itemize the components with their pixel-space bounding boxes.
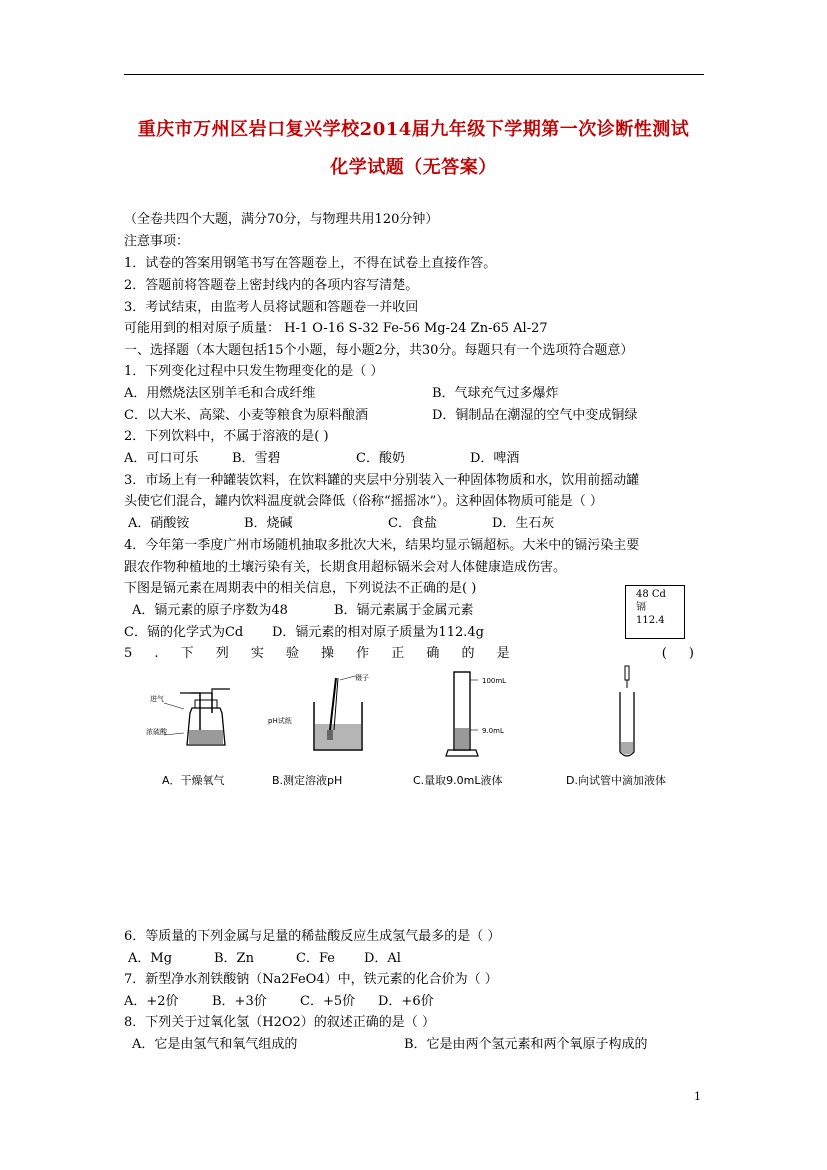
section1-heading: 一、选择题（本大题包括15个小题，每小题2分，共30分。每题只有一个选项符合题意） [124,343,634,358]
q3-option-d: D．生石灰 [492,516,555,531]
page-number: 1 [694,1090,701,1103]
atomic-masses: 可能用到的相对原子质量： H-1 O-16 S-32 Fe-56 Mg-24 Zn-65 Al-27 [124,321,548,336]
q8-stem: 8．下列关于过氧化氢（H2O2）的叙述正确的是（ ） [124,1015,435,1030]
q1-option-c: C．以大米、高粱、小麦等粮食为原料酿酒 [124,408,368,423]
q5-stem-char: . [154,646,159,661]
q5-stem-char: 操 [321,646,335,661]
exam-info: （全卷共四个大题，满分70分，与物理共用120分钟） [124,212,439,227]
label-conc-acid: 浓硫酸 [146,728,167,736]
q5-stem-char: 确 [426,646,440,661]
note-3: 3．考试结束，由监考人员将试题和答题卷一并收回 [124,300,419,315]
q4-stem-3: 下图是镉元素在周期表中的相关信息，下列说法不正确的是( ) [124,581,477,596]
cell-element-name: 镉 [636,602,646,613]
apparatus-a-drying-bottle [150,685,245,755]
q5-stem-char: 5 [124,646,133,661]
q2-option-c: C．酸奶 [356,451,405,466]
label-100ml: 100mL [482,677,507,685]
caption-d: D.向试管中滴加液体 [566,774,666,787]
caption-a: A．干燥氧气 [162,774,225,787]
q3-option-b: B．烧碱 [244,516,293,531]
q7-option-b: B．+3价 [212,994,267,1009]
caption-b: B.测定溶液pH [272,774,343,787]
apparatus-b-beaker [300,672,380,757]
q3-stem-1: 3．市场上有一种罐装饮料，在饮料罐的夹层中分别装入一种固体物质和水，饮用前摇动罐 [124,473,640,488]
note-2: 2．答题前将答题卷上密封线内的各项内容写清楚。 [124,278,419,293]
q3-option-a: A．硝酸铵 [128,516,190,531]
q2-option-a: A．可口可乐 [124,451,199,466]
q1-option-b: B．气球充气过多爆炸 [432,386,559,401]
q4-option-d: D．镉元素的相对原子质量为112.4g [272,625,484,640]
notes-heading: 注意事项： [124,234,190,249]
q5-stem-char: 的 [461,646,475,661]
periodic-table-cell [625,585,685,639]
q5-stem-char: 正 [391,646,405,661]
q4-option-a: A．镉元素的原子序数为48 [132,603,288,618]
exam-title-line2: 化学试题（无答案） [330,157,497,178]
cell-atomic-mass: 112.4 [636,615,665,626]
q5-stem-char: ( [661,646,667,661]
q2-option-b: B．雪碧 [232,451,281,466]
apparatus-d-test-tube [608,664,648,764]
label-tweezers: 镊子 [355,674,369,682]
q8-option-a: A．它是由氢气和氧气组成的 [132,1037,298,1052]
q7-stem: 7．新型净水剂铁酸钠（Na2FeO4）中，铁元素的化合价为（ ） [124,972,498,987]
label-9ml: 9.0mL [482,727,504,735]
q2-option-d: D．啤酒 [470,451,520,466]
q5-stem-char: 验 [285,646,299,661]
label-ph-paper: pH试纸 [268,717,292,725]
q5-stem-char: 列 [215,646,229,661]
q5-stem-char: 作 [356,646,370,661]
cell-number-symbol: 48 Cd [636,589,666,600]
q7-option-a: A．+2价 [124,994,179,1009]
exam-title-line1: 重庆市万州区岩口复兴学校2014届九年级下学期第一次诊断性测试 [137,119,690,140]
q5-stem-char: 下 [180,646,194,661]
q2-stem: 2．下列饮料中，不属于溶液的是( ) [124,429,329,444]
q7-option-d: D．+6价 [378,994,434,1009]
q4-stem-2: 跟农作物种植地的土壤污染有关，长期食用超标镉米会对人体健康造成伤害。 [124,560,567,575]
q3-stem-2: 头使它们混合，罐内饮料温度就会降低（俗称“摇摇冰”）。这种固体物质可能是（ ） [124,494,603,509]
header-rule [124,74,704,75]
apparatus-c-cylinder [440,668,485,763]
caption-c: C.量取9.0mL液体 [413,774,503,787]
q4-option-c: C．镉的化学式为Cd [124,625,244,640]
q6-stem: 6．等质量的下列金属与足量的稀盐酸反应生成氢气最多的是（ ） [124,929,501,944]
q6-option-d: D．Al [364,951,401,966]
q5-stem-char: ) [688,646,694,661]
q6-option-a: A．Mg [128,951,173,966]
q1-option-a: A．用燃烧法区别羊毛和合成纤维 [124,386,316,401]
q5-stem-char: 实 [250,646,264,661]
q3-option-c: C．食盐 [388,516,437,531]
note-1: 1．试卷的答案用钢笔书写在答题卷上，不得在试卷上直接作答。 [124,256,497,271]
label-gas-inlet: 进气 [150,695,164,703]
q5-stem [124,645,694,662]
q5-stem-char: 是 [496,646,510,661]
q1-option-d: D．铜制品在潮湿的空气中变成铜绿 [432,408,638,423]
q6-option-b: B．Zn [214,951,254,966]
q4-stem-1: 4．今年第一季度广州市场随机抽取多批次大米，结果均显示镉超标。大米中的镉污染主要 [124,538,640,553]
q7-option-c: C．+5价 [300,994,356,1009]
q4-option-b: B．镉元素属于金属元素 [334,603,474,618]
q6-option-c: C．Fe [296,951,335,966]
q8-option-b: B．它是由两个氢元素和两个氧原子构成的 [404,1037,648,1052]
q1-stem: 1．下列变化过程中只发生物理变化的是（ ） [124,364,384,379]
